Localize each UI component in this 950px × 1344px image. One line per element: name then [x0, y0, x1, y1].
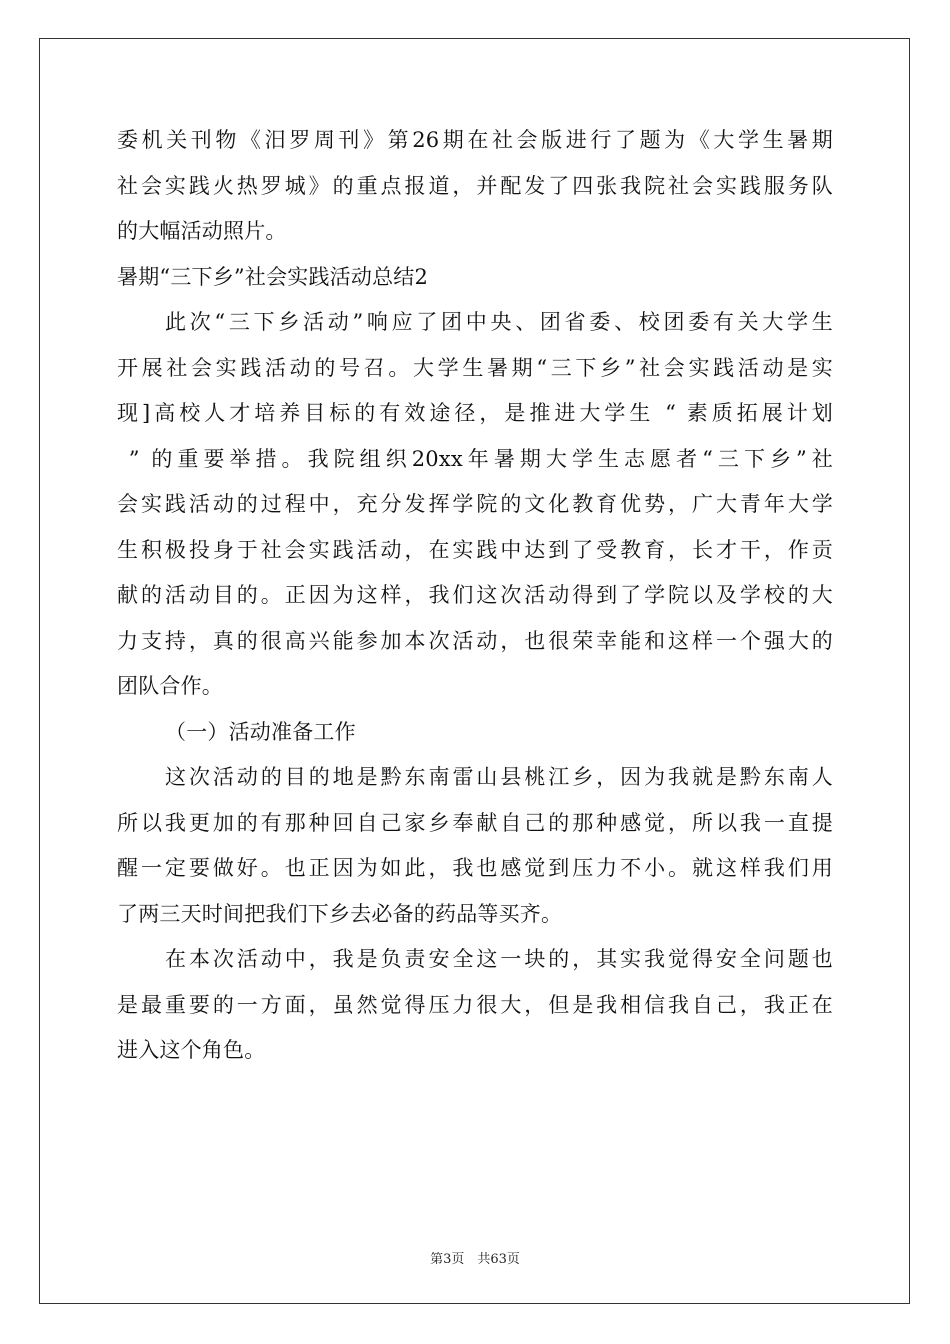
text-line: 社会实践火热罗城》的重点报道，并配发了四张我院社会实践服务队 — [117, 173, 833, 198]
text-line: 会实践活动的过程中，充分发挥学院的文化教育优势，广大青年大学 — [117, 492, 833, 516]
document-body — [117, 118, 833, 1074]
text-line: 开展社会实践活动的号召。大学生暑期“三下乡”社会实践活动是实 — [117, 355, 833, 380]
paragraph-first-line: 在本次活动中，我是负责安全这一块的，其实我觉得安全问题也 — [165, 947, 833, 971]
text-line: 的大幅活动照片。 — [117, 219, 287, 243]
paragraph-first-line: 这次活动的目的地是黔东南雷山县桃江乡，因为我就是黔东南人 — [165, 765, 833, 789]
text-line: 进入这个角色。 — [117, 1038, 266, 1062]
text-line: 所以我更加的有那种回自己家乡奉献自己的那种感觉，所以我一直提 — [117, 810, 833, 835]
text-line: 了两三天时间把我们下乡去必备的药品等买齐。 — [117, 901, 563, 926]
text-line: ” 的重要举措。我院组织20xx年暑期大学生志愿者“三下乡”社 — [117, 446, 833, 471]
text-line: 委机关刊物《汨罗周刊》第26期在社会版进行了题为《大学生暑期 — [117, 128, 833, 152]
section-heading: 暑期“三下乡”社会实践活动总结2 — [117, 264, 429, 289]
text-line: 醒一定要做好。也正因为如此，我也感觉到压力不小。就这样我们用 — [117, 856, 833, 880]
text-line: 生积极投身于社会实践活动，在实践中达到了受教育，长才干，作贡 — [117, 537, 833, 562]
page-number-footer: 第3页 共63页 — [430, 1252, 520, 1267]
text-line: 力支持，真的很高兴能参加本次活动，也很荣幸能和这样一个强大的 — [117, 628, 833, 653]
paragraph-first-line: 此次“三下乡活动”响应了团中央、团省委、校团委有关大学生 — [165, 310, 833, 334]
text-line: 献的活动目的。正因为这样，我们这次活动得到了学院以及学校的大 — [117, 583, 833, 607]
text-line: 团队合作。 — [117, 674, 223, 698]
text-line: 是最重要的一方面，虽然觉得压力很大，但是我相信我自己，我正在 — [117, 992, 833, 1017]
text-line: 现]高校人才培养目标的有效途径，是推进大学生 “ 素质拓展计划 — [117, 401, 833, 425]
subsection-heading: （一）活动准备工作 — [165, 719, 356, 744]
